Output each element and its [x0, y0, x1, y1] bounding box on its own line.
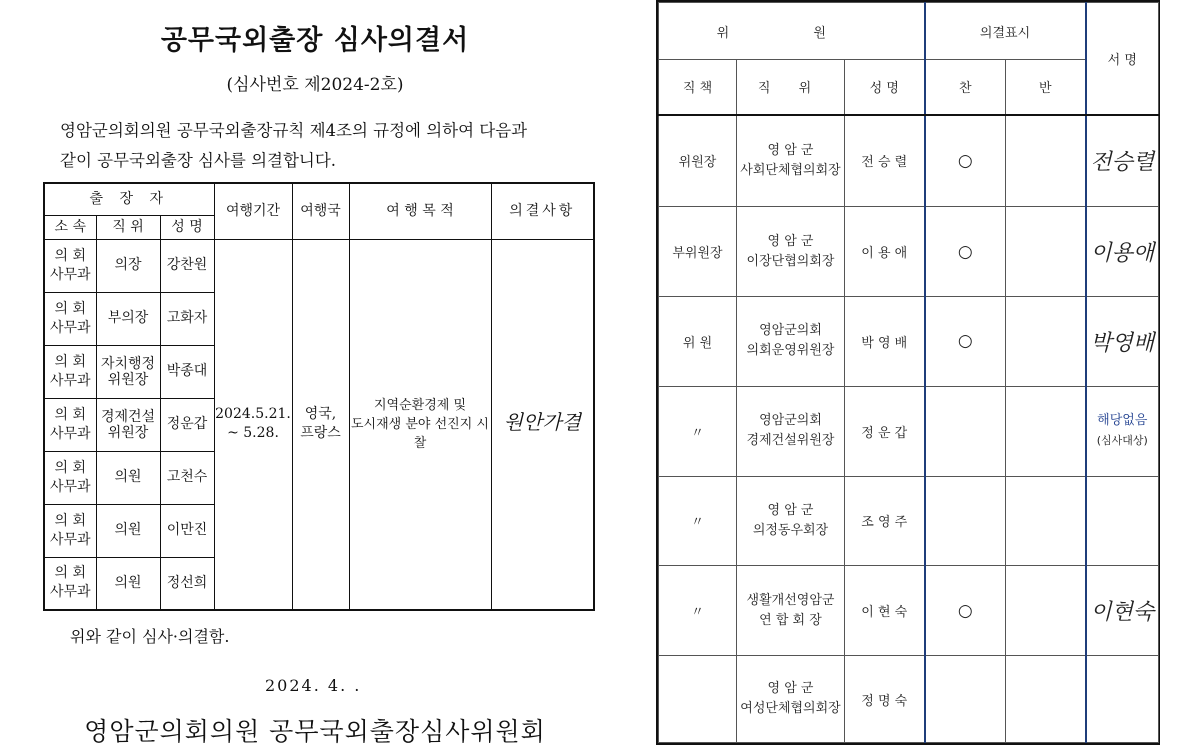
vote-table	[658, 2, 1159, 743]
position-cell: 경제건설위원장	[96, 398, 160, 451]
signature: 이현숙	[1086, 566, 1159, 656]
header-name: 성 명	[845, 60, 925, 115]
intro-line-1: 영암군의회의원 공무국외출장규칙 제4조의 규정에 의하여 다음과	[60, 121, 528, 140]
purpose-cell: 지역순환경제 및 도시재생 분야 선진지 시찰	[349, 239, 491, 610]
table-row	[659, 476, 1159, 566]
name-cell: 고천수	[160, 451, 214, 504]
dept-cell: 의 회 사무과	[44, 239, 96, 292]
name-cell: 강찬원	[160, 239, 214, 292]
position-cell: 의원	[96, 504, 160, 557]
signature	[1086, 476, 1159, 566]
resolution-date: 2024. 4. .	[265, 676, 362, 695]
no-mark	[1006, 476, 1086, 566]
header-traveler: 출 장 자	[44, 183, 214, 215]
document-title: 공무국외출장 심사의결서	[160, 25, 470, 56]
period-cell: 2024.5.21. ~ 5.28.	[214, 239, 292, 610]
dept-cell: 의 회 사무과	[44, 292, 96, 345]
header-yes: 찬	[925, 60, 1006, 115]
header-period: 여행기간	[214, 183, 292, 239]
no-mark	[1006, 296, 1086, 386]
name-cell: 고화자	[160, 292, 214, 345]
no-mark	[1006, 656, 1086, 743]
header-no: 반	[1006, 60, 1086, 115]
name-cell: 정 운 갑	[845, 386, 925, 476]
name-cell: 정운갑	[160, 398, 214, 451]
traveler-table	[43, 182, 595, 611]
name-cell: 조 영 주	[845, 476, 925, 566]
intro-line-2: 같이 공무국외출장 심사를 의결합니다.	[60, 151, 337, 170]
dept-cell: 의 회 사무과	[44, 345, 96, 398]
table-row	[44, 239, 594, 292]
org-cell: 영 암 군 사회단체협의회장	[737, 115, 845, 207]
table-row	[659, 566, 1159, 656]
org-cell: 생활개선영암군 연 합 회 장	[737, 566, 845, 656]
name-cell: 박 영 배	[845, 296, 925, 386]
committee-vote-page	[656, 0, 1160, 745]
dept-cell: 의 회 사무과	[44, 451, 96, 504]
position-cell: 의원	[96, 451, 160, 504]
dept-cell: 의 회 사무과	[44, 504, 96, 557]
table-row	[659, 207, 1159, 297]
table-row	[659, 296, 1159, 386]
review-number: (심사번호 제2024-2호)	[226, 75, 404, 95]
role-cell: 위 원	[659, 296, 737, 386]
signature	[1086, 656, 1159, 743]
yes-mark: ○	[925, 207, 1006, 297]
dept-cell: 의 회 사무과	[44, 398, 96, 451]
table-row	[659, 656, 1159, 743]
dept-cell: 의 회 사무과	[44, 557, 96, 610]
header-country: 여행국	[292, 183, 349, 239]
position-cell: 의장	[96, 239, 160, 292]
header-decision: 의결사항	[491, 183, 594, 239]
name-cell: 전 승 렬	[845, 115, 925, 207]
position-cell: 자치행정위원장	[96, 345, 160, 398]
table-row	[659, 386, 1159, 476]
no-mark	[1006, 566, 1086, 656]
signature: 박영배	[1086, 296, 1159, 386]
yes-mark: ○	[925, 115, 1006, 207]
org-cell: 영암군의회 경제건설위원장	[737, 386, 845, 476]
role-cell: 위원장	[659, 115, 737, 207]
closing-statement: 위와 같이 심사·의결함.	[70, 627, 230, 646]
name-cell: 이 현 숙	[845, 566, 925, 656]
no-mark	[1006, 115, 1086, 207]
name-cell: 이 용 애	[845, 207, 925, 297]
role-cell: 부위원장	[659, 207, 737, 297]
yes-mark	[925, 386, 1006, 476]
signature: 전승렬	[1086, 115, 1159, 207]
header-members: 위 원	[659, 3, 925, 60]
org-cell: 영 암 군 의정동우회장	[737, 476, 845, 566]
role-cell: 〃	[659, 476, 737, 566]
signature: 이용애	[1086, 207, 1159, 297]
role-cell: 〃	[659, 566, 737, 656]
yes-mark	[925, 476, 1006, 566]
decision-cell	[491, 239, 594, 610]
header-dept: 소 속	[44, 215, 96, 239]
no-mark	[1006, 386, 1086, 476]
role-cell	[659, 656, 737, 743]
decision-handwritten: 원안가결	[503, 410, 581, 435]
intro-text	[60, 116, 620, 176]
header-name: 성 명	[160, 215, 214, 239]
name-cell: 이만진	[160, 504, 214, 557]
org-cell: 영암군의회 의회운영위원장	[737, 296, 845, 386]
table-row	[659, 115, 1159, 207]
position-cell: 부의장	[96, 292, 160, 345]
header-position: 직 위	[96, 215, 160, 239]
header-position: 직 위	[737, 60, 845, 115]
role-cell: 〃	[659, 386, 737, 476]
country-cell: 영국, 프랑스	[292, 239, 349, 610]
position-cell: 의원	[96, 557, 160, 610]
not-applicable-note: 해당없음 (심사대상)	[1086, 386, 1159, 476]
name-cell: 정선희	[160, 557, 214, 610]
name-cell: 정 명 숙	[845, 656, 925, 743]
header-vote: 의결표시	[925, 3, 1086, 60]
committee-name: 영암군의회의원 공무국외출장심사위원회	[84, 717, 546, 746]
yes-mark: ○	[925, 566, 1006, 656]
yes-mark: ○	[925, 296, 1006, 386]
header-role: 직 책	[659, 60, 737, 115]
header-purpose: 여 행 목 적	[349, 183, 491, 239]
yes-mark	[925, 656, 1006, 743]
name-cell: 박종대	[160, 345, 214, 398]
org-cell: 영 암 군 이장단협의회장	[737, 207, 845, 297]
header-sign: 서 명	[1086, 3, 1159, 115]
no-mark	[1006, 207, 1086, 297]
org-cell: 영 암 군 여성단체협의회장	[737, 656, 845, 743]
